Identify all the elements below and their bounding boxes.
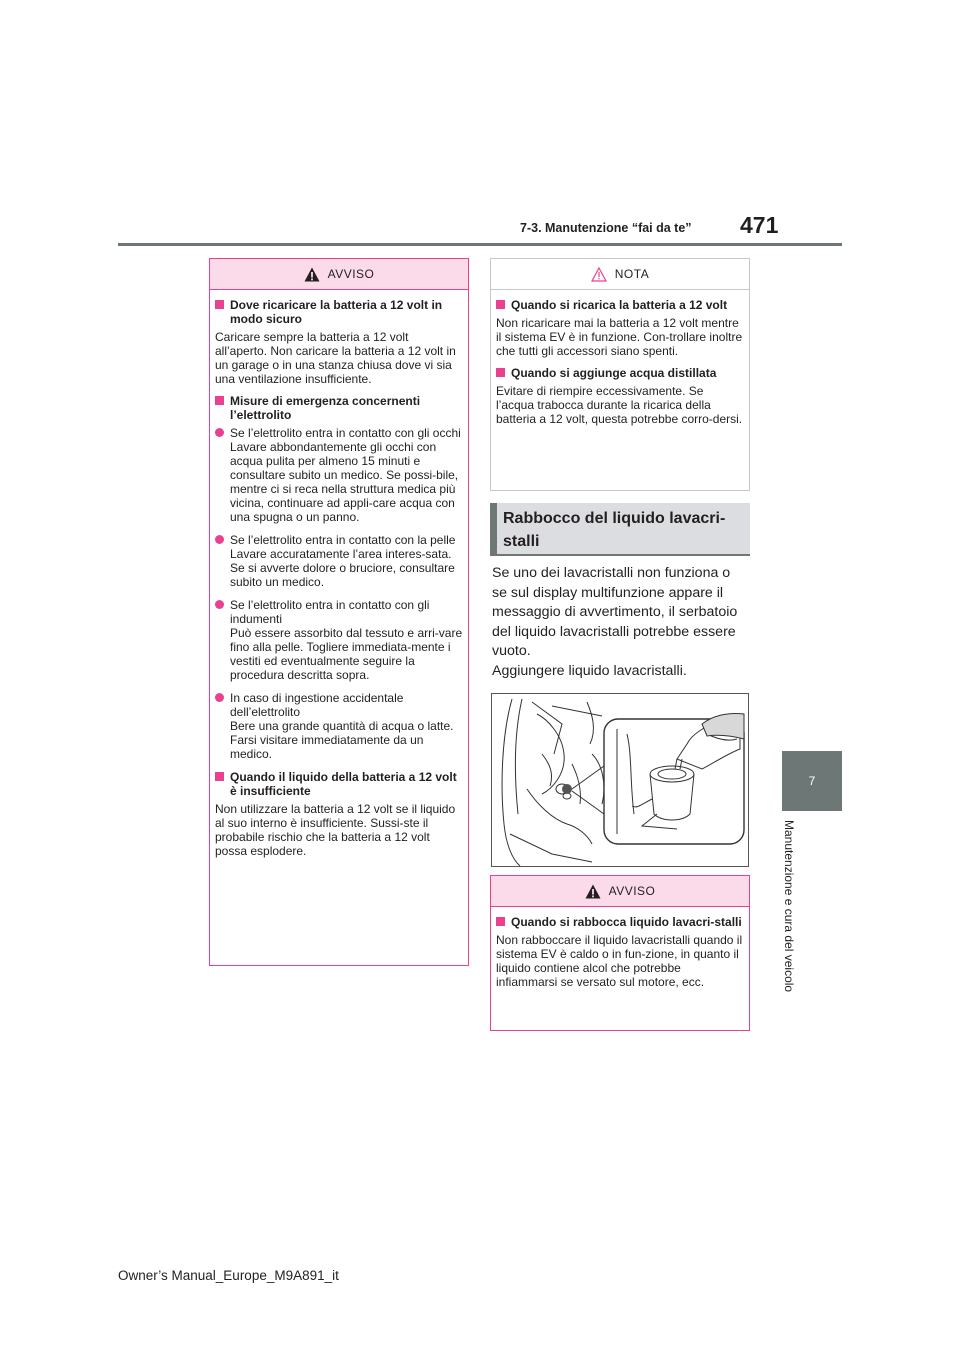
bullet-text: Se l’elettrolito entra in contatto con la pelle Lavare accuratamente l’area interes-sata. Se si avverte dolore o bruciore, consultare subito un medico. [230,533,456,589]
paragraph: Caricare sempre la batteria a 12 volt all’aperto. Non caricare la batteria a 12 volt in un garage o in una stanza chiusa dove vi sia una ventilazione insufficiente. [215,330,456,386]
subheading [215,394,463,422]
note-box-header [491,259,749,290]
bullet-text: Se l’elettrolito entra in contatto con gli occhi Lavare abbondantemente gli occhi con acqua pulita per almeno 15 minuti e consultare subito un medico. Se possi-bile, mentre ci si reca nella struttura medica più vicina, continuare ad appli-care acqua con una spugna o un panno. [230,426,461,524]
page-number: 471 [740,212,779,238]
warning-box-header [491,876,749,907]
bullet-text: Se l’elettrolito entra in contatto con gli indumenti Può essere assorbito dal tessuto e arri-vare fino alla pelle. Togliere immediata-mente i vestiti ed eventualmente seguire la procedura descritta sopra. [230,598,463,682]
subheading-text: Quando si rabbocca liquido lavacri-stalli [511,915,742,929]
subheading [215,298,463,326]
paragraph: Non ricaricare mai la batteria a 12 volt mentre il sistema EV è in funzione. Con-trollare inoltre che tutti gli accessori siano spenti. [496,316,743,358]
paragraph: Non rabboccare il liquido lavacristalli quando il sistema EV è caldo o in fun-zione, in quanto il liquido contiene alcol che potrebbe infiammarsi se versato sul motore, ecc. [496,933,743,989]
subheading [215,770,463,798]
square-bullet-icon [496,917,505,926]
square-bullet-icon [496,368,505,377]
section-heading [490,503,750,556]
note-title: NOTA [614,267,650,281]
subheading-text: Quando il liquido della batteria a 12 volt è insufficiente [230,770,457,798]
section-heading-text: Rabbocco del liquido lavacri- stalli [503,510,726,550]
warning-box-header [210,259,468,290]
warning-box-body [210,290,468,858]
chapter-number: 7 [808,774,816,788]
round-bullet-icon [215,535,224,544]
bullet-text: In caso di ingestione accidentale dell’elettrolito Bere una grande quantità di acqua o latte. Farsi visitare immediatamente da un medico. [230,691,454,761]
paragraph: Evitare di riempire eccessivamente. Se l’acqua trabocca durante la ricarica della batteria a 12 volt, questa potrebbe corro-dersi. [496,384,743,426]
chapter-title-vertical [782,820,808,1020]
note-box-battery [490,258,750,491]
subheading-text: Dove ricaricare la batteria a 12 volt in modo sicuro [230,298,443,326]
section-title: 7-3. Manutenzione “fai da te” [520,221,692,235]
paragraph: Non utilizzare la batteria a 12 volt se il liquido al suo interno è insufficiente. Sussi-ste il probabile rischio che la batteria a 12 volt possa esplodere. [215,802,456,858]
square-bullet-icon [215,772,224,781]
warning-triangle-icon [585,884,601,899]
bullet-item [215,533,463,589]
subheading [496,298,744,312]
subheading [496,366,744,380]
warning-title: AVVISO [327,267,375,281]
warning-title: AVVISO [608,884,656,898]
bullet-item [215,426,463,524]
header-rule [118,243,842,246]
round-bullet-icon [215,600,224,609]
subheading-text: Quando si aggiunge acqua distillata [511,366,717,380]
bullet-item [215,598,463,682]
warning-box-washer [490,875,750,1031]
bullet-item [215,691,463,761]
square-bullet-icon [496,300,505,309]
round-bullet-icon [215,693,224,702]
body-paragraph: Se uno dei lavacristalli non funziona o se sul display multifunzione appare il messaggio di avvertimento, il serbatoio del liquido lavacristalli potrebbe essere vuoto. Aggiungere liquido lavacristalli. [492,565,738,679]
note-box-body [491,290,749,426]
warning-triangle-icon [304,267,320,282]
chapter-tab [782,751,842,811]
chapter-title: Manutenzione e cura del veicolo [782,820,796,993]
warning-box-body [491,907,749,989]
subheading-text: Quando si ricarica la batteria a 12 volt [511,298,728,312]
subheading [496,915,744,929]
engine-bay-washer-tank-illustration [492,694,748,866]
subheading-text: Misure di emergenza concernenti l’elettrolito [230,394,421,422]
warning-box-battery [209,258,469,966]
footer-doc-id: Owner’s Manual_Europe_M9A891_it [118,1268,339,1283]
round-bullet-icon [215,428,224,437]
caution-outline-icon [591,267,607,282]
square-bullet-icon [215,396,224,405]
washer-fluid-illustration [491,693,749,867]
square-bullet-icon [215,300,224,309]
